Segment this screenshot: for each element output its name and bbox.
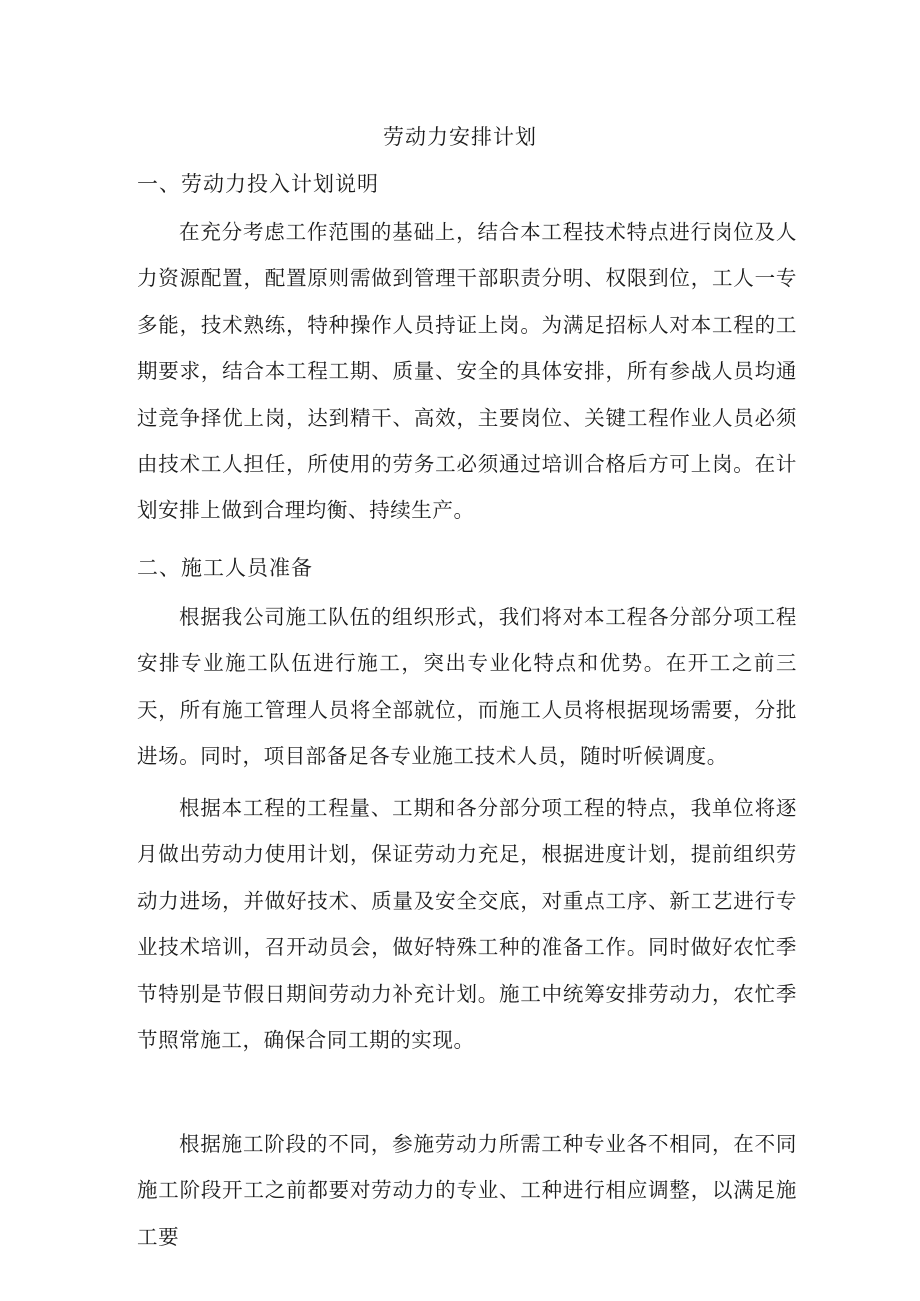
paragraph-team-organization: 根据我公司施工队伍的组织形式，我们将对本工程各分部分项工程安排专业施工队伍进行施工，突出专业化特点和优势。在开工之前三天，所有施工管理人员将全部就位，而施工人员将根据现场需要，分批进场。同时，项目部备足各专业施工技术人员，随时听候调度。 [137,605,797,769]
section-heading-labor-plan: 一、劳动力投入计划说明 [137,172,379,196]
paragraph-stage-adjustment: 根据施工阶段的不同，参施劳动力所需工种专业各不相同，在不同施工阶段开工之前都要对劳动力的专业、工种进行相应调整，以满足施工要 [137,1132,797,1249]
paragraph-monthly-labor-plan: 根据本工程的工程量、工期和各分部分项工程的特点，我单位将逐月做出劳动力使用计划，保证劳动力充足，根据进度计划，提前组织劳动力进场，并做好技术、质量及安全交底，对重点工序、新工艺进行专业技术培训，召开动员会，做好特殊工种的准备工作。同时做好农忙季节特别是节假日期间劳动力补充计划。施工中统筹安排劳动力，农忙季节照常施工，确保合同工期的实现。 [137,796,797,1053]
section-heading-personnel-preparation: 二、施工人员准备 [137,556,313,580]
document-title: 劳动力安排计划 [383,125,537,149]
paragraph-labor-plan-description: 在充分考虑工作范围的基础上，结合本工程技术特点进行岗位及人力资源配置，配置原则需做到管理干部职责分明、权限到位，工人一专多能，技术熟练，特种操作人员持证上岗。为满足招标人对本工程的工期要求，结合本工程工期、质量、安全的具体安排，所有参战人员均通过竞争择优上岗，达到精干、高效，主要岗位、关键工程作业人员必须由技术工人担任，所使用的劳务工必须通过培训合格后方可上岗。在计划安排上做到合理均衡、持续生产。 [137,220,797,523]
